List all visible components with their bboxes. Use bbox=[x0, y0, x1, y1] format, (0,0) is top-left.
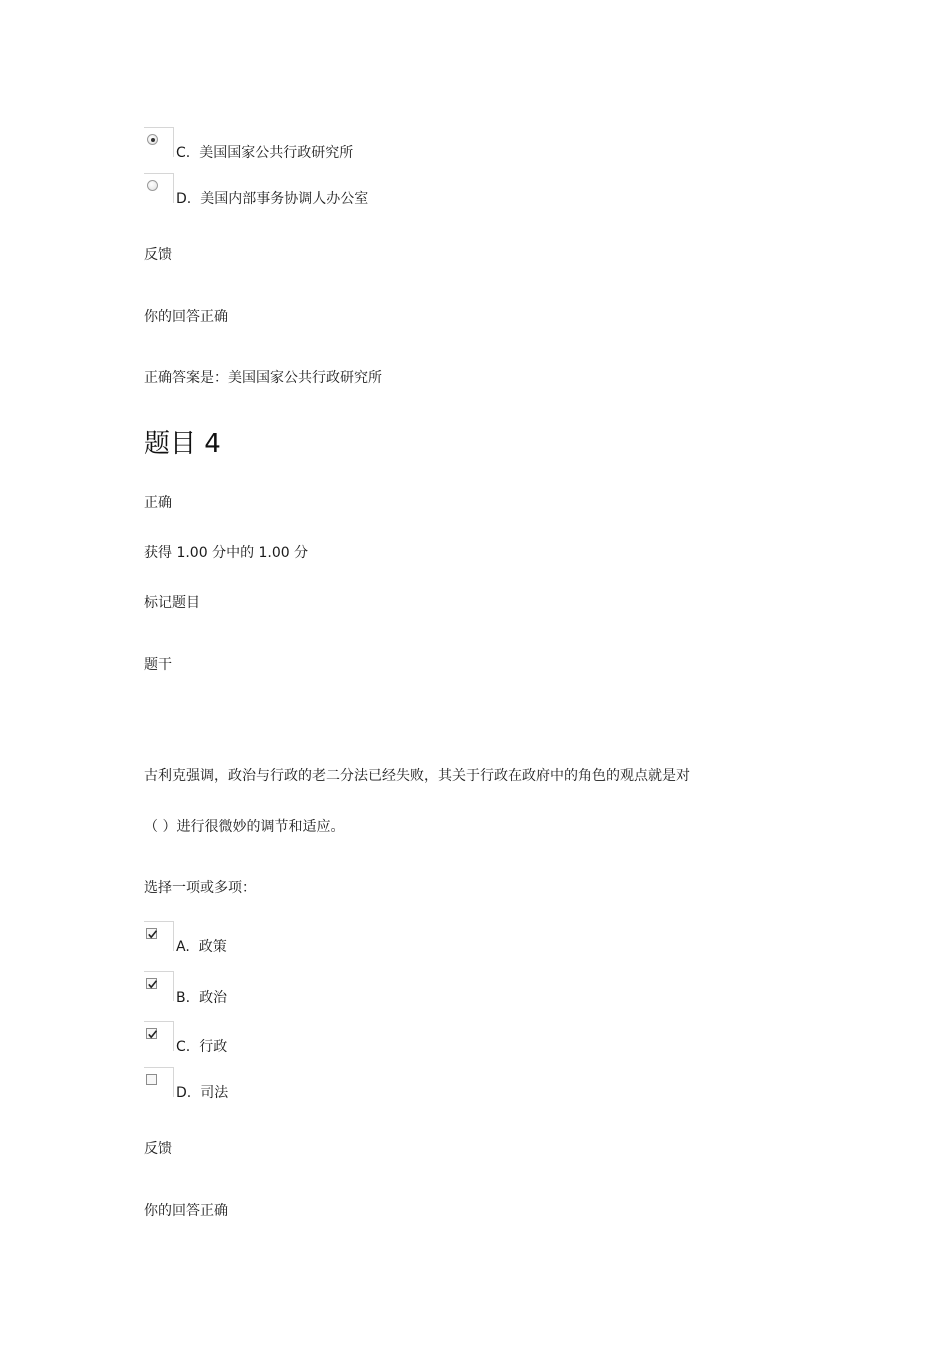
q4-option-c[interactable] bbox=[176, 1038, 227, 1056]
q3-result-text: 你的回答正确 bbox=[144, 309, 228, 325]
q3-option-c[interactable] bbox=[176, 144, 353, 162]
option-frame bbox=[144, 921, 174, 951]
option-letter: A. bbox=[176, 939, 190, 955]
q4-option-b[interactable] bbox=[176, 989, 227, 1007]
q3-feedback-label: 反馈 bbox=[144, 247, 172, 263]
option-letter: B. bbox=[176, 990, 191, 1006]
option-letter: D. bbox=[176, 191, 192, 207]
option-text: 政治 bbox=[199, 990, 228, 1006]
option-text: 美国国家公共行政研究所 bbox=[199, 145, 354, 161]
checkbox-unchecked-icon[interactable] bbox=[146, 1074, 157, 1085]
q4-feedback-label: 反馈 bbox=[144, 1141, 172, 1157]
option-text: 美国内部事务协调人办公室 bbox=[200, 191, 369, 207]
question-status: 正确 bbox=[144, 495, 172, 511]
option-letter: C. bbox=[176, 1039, 191, 1055]
option-text: 行政 bbox=[199, 1039, 228, 1055]
checkbox-checked-icon[interactable] bbox=[146, 978, 157, 989]
q4-result-text: 你的回答正确 bbox=[144, 1203, 228, 1219]
checkbox-checked-icon[interactable] bbox=[146, 928, 157, 939]
question-title: 题目 4 bbox=[144, 429, 221, 459]
question-stem-label: 题干 bbox=[144, 657, 172, 673]
option-letter: D. bbox=[176, 1085, 192, 1101]
checkbox-checked-icon[interactable] bbox=[146, 1028, 157, 1039]
option-frame bbox=[144, 173, 174, 203]
option-frame bbox=[144, 971, 174, 1001]
option-letter: C. bbox=[176, 145, 191, 161]
question-text-line-1: 古利克强调，政治与行政的老二分法已经失败，其关于行政在政府中的角色的观点就是对 bbox=[144, 768, 690, 784]
radio-selected-icon[interactable] bbox=[147, 134, 158, 145]
option-frame bbox=[144, 1067, 174, 1097]
question-score: 获得 1.00 分中的 1.00 分 bbox=[144, 545, 309, 561]
q3-correct-answer: 正确答案是：美国国家公共行政研究所 bbox=[144, 370, 382, 386]
radio-unselected-icon[interactable] bbox=[147, 180, 158, 191]
answer-instruction: 选择一项或多项： bbox=[144, 880, 256, 896]
option-frame bbox=[144, 1021, 174, 1051]
flag-question-link[interactable]: 标记题目 bbox=[144, 595, 200, 611]
option-text: 政策 bbox=[198, 939, 227, 955]
q3-option-d[interactable] bbox=[176, 190, 368, 208]
option-text: 司法 bbox=[200, 1085, 229, 1101]
q4-option-d[interactable] bbox=[176, 1084, 228, 1102]
question-text-line-2: （ ）进行很微妙的调节和适应。 bbox=[144, 819, 345, 835]
q4-option-a[interactable] bbox=[176, 938, 227, 956]
option-frame bbox=[144, 127, 174, 157]
